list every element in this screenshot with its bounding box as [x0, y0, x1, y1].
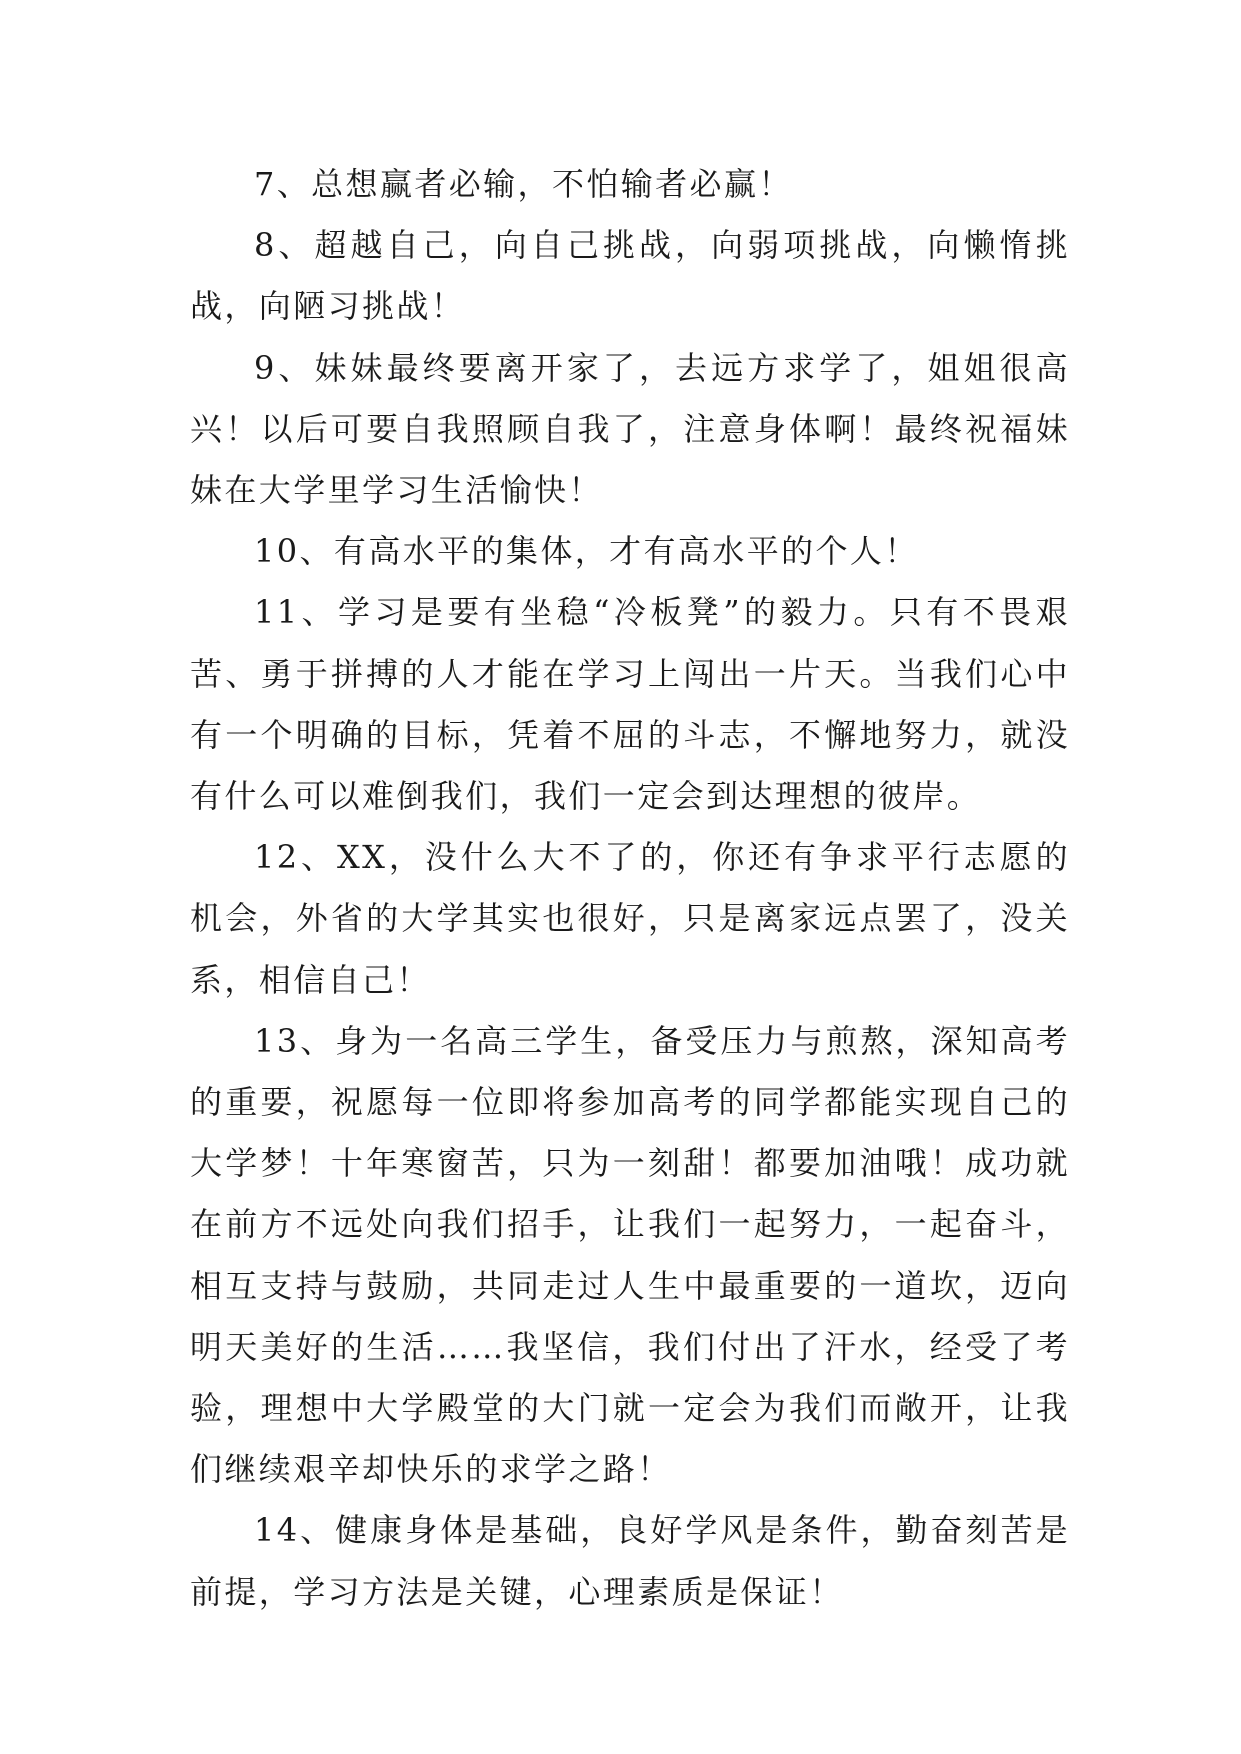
document-body — [190, 154, 1070, 1623]
paragraph-13: 13、身为一名高三学生，备受压力与煎熬，深知高考的重要，祝愿每一位即将参加高考的同学都能实现自己的大学梦！十年寒窗苦，只为一刻甜！都要加油哦！成功就在前方不远处向我们招手，让我们一起努力，一起奋斗，相互支持与鼓励，共同走过人生中最重要的一道坎，迈向明天美好的生活……我坚信，我们付出了汗水，经受了考验，理想中大学殿堂的大门就一定会为我们而敞开，让我们继续艰辛却快乐的求学之路！ — [190, 1021, 1070, 1489]
paragraph-11: 11、学习是要有坐稳“冷板凳”的毅力。只有不畏艰苦、勇于拼搏的人才能在学习上闯出一片天。当我们心中有一个明确的目标，凭着不屈的斗志，不懈地努力，就没有什么可以难倒我们，我们一定会到达理想的彼岸。 — [190, 593, 1070, 816]
paragraph-10: 10、有高水平的集体，才有高水平的个人！ — [254, 532, 919, 571]
paragraph-8: 8、超越自己，向自己挑战，向弱项挑战，向懒惰挑战，向陋习挑战！ — [190, 226, 1070, 326]
paragraph-12: 12、XX，没什么大不了的，你还有争求平行志愿的机会，外省的大学其实也很好，只是离家远点罢了，没关系，相信自己！ — [190, 838, 1070, 999]
paragraph-9: 9、妹妹最终要离开家了，去远方求学了，姐姐很高兴！以后可要自我照顾自我了，注意身体啊！最终祝福妹妹在大学里学习生活愉快！ — [190, 348, 1070, 510]
paragraph-14: 14、健康身体是基础，良好学风是条件，勤奋刻苦是前提，学习方法是关键，心理素质是保证！ — [190, 1511, 1070, 1611]
paragraph-7: 7、总想赢者必输，不怕输者必赢！ — [254, 165, 793, 203]
